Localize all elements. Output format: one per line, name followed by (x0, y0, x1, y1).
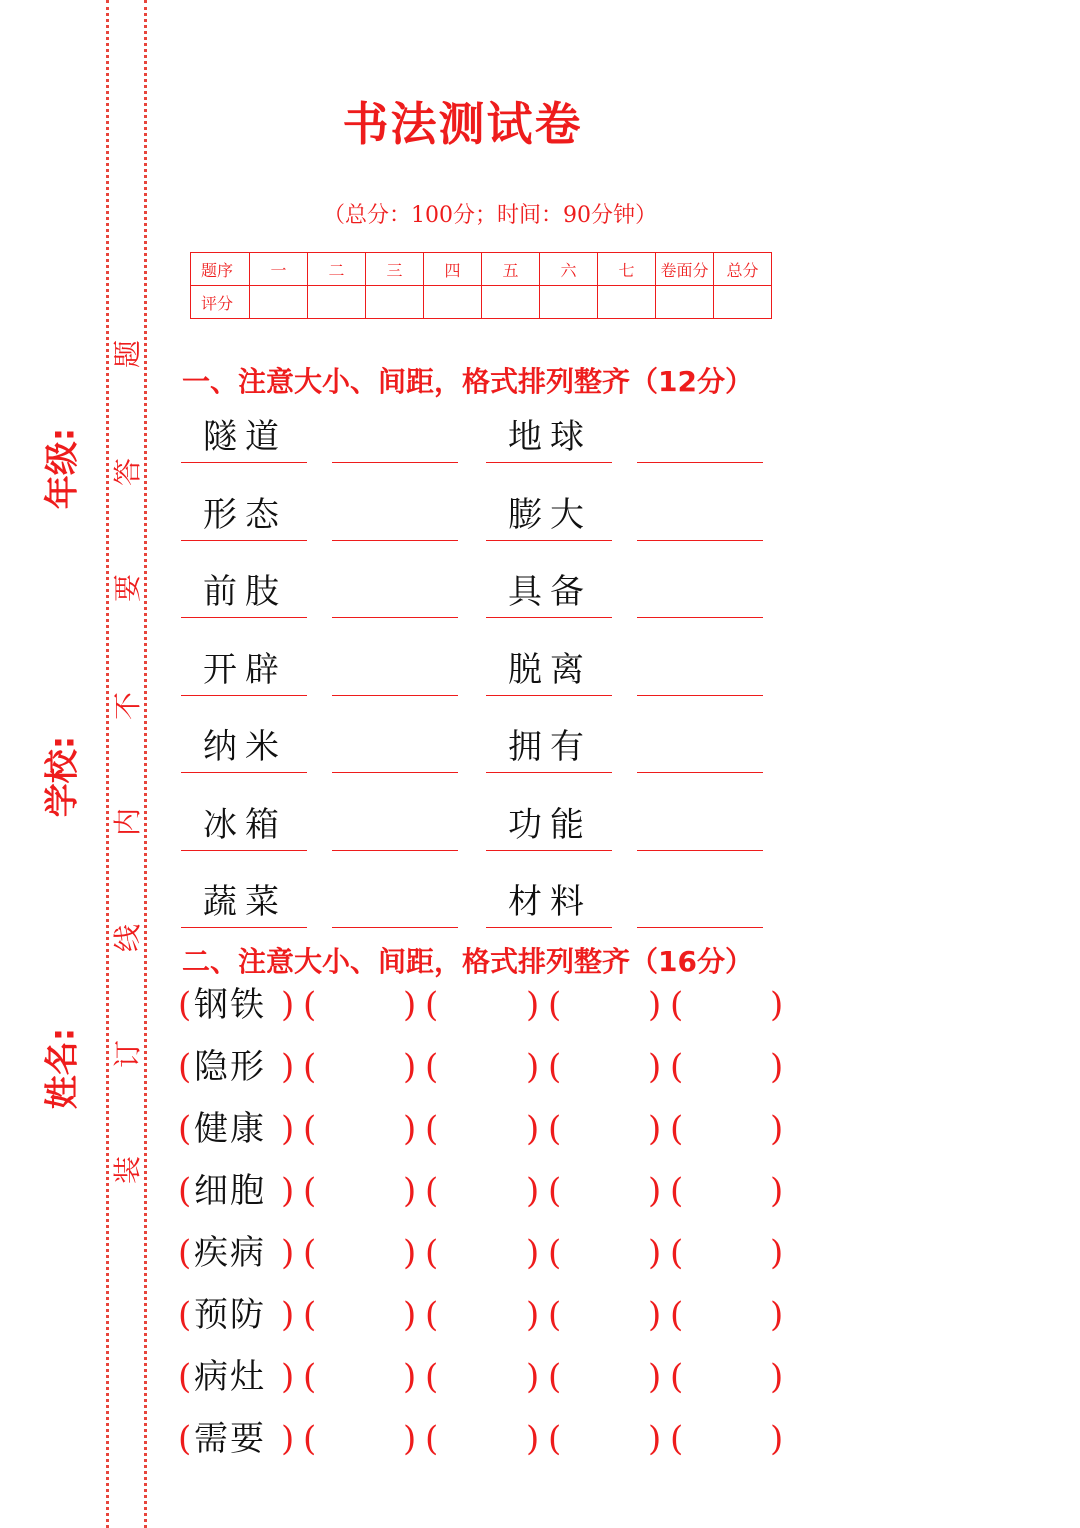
bracket-writing-space[interactable] (684, 1233, 770, 1273)
model-word: 隧道 (203, 417, 287, 457)
bracket-writing-space[interactable] (684, 1109, 770, 1149)
writing-blank[interactable] (637, 865, 763, 928)
bracket-writing-space[interactable] (684, 1047, 770, 1087)
left-bracket: ( (178, 1047, 192, 1087)
bracket-writing-space[interactable] (684, 985, 770, 1025)
model-word: 功能 (508, 804, 592, 845)
model-word: 拥有 (508, 727, 592, 767)
bracket-writing-space[interactable] (562, 1357, 648, 1397)
header-cell: 总分 (714, 253, 772, 286)
section1-heading: 一、注意大小、间距，格式排列整齐（12分） (182, 365, 753, 398)
left-bracket: ( (178, 1109, 192, 1149)
left-bracket: ( (303, 1419, 317, 1459)
bracket-writing-space[interactable] (562, 1047, 648, 1087)
bracket-writing-space[interactable] (439, 1419, 526, 1459)
grade-label: 年级: (42, 427, 83, 510)
right-bracket: ) (281, 985, 295, 1025)
left-bracket: ( (178, 985, 192, 1025)
left-bracket: ( (670, 1047, 684, 1087)
score-cell[interactable] (540, 286, 598, 319)
practice-row (178, 1295, 788, 1345)
right-bracket: ) (403, 1109, 417, 1149)
right-bracket: ) (526, 1295, 540, 1335)
left-bracket: ( (178, 1171, 192, 1211)
left-bracket: ( (425, 1047, 439, 1087)
model-word: 材料 (508, 882, 592, 922)
left-bracket: ( (548, 985, 562, 1025)
left-bracket: ( (303, 1109, 317, 1149)
right-bracket: ) (281, 1295, 295, 1335)
left-bracket: ( (670, 1419, 684, 1459)
binding-char: 题 (111, 339, 145, 369)
binding-char: 答 (111, 457, 145, 487)
bracket-writing-space[interactable] (317, 1109, 403, 1149)
right-bracket: ) (648, 1357, 662, 1397)
bracket-writing-space[interactable] (439, 1171, 526, 1211)
right-bracket: ) (281, 1357, 295, 1397)
left-bracket: ( (178, 1295, 192, 1335)
model-word-cell (181, 788, 307, 851)
score-cell[interactable] (424, 286, 482, 319)
right-bracket: ) (648, 1109, 662, 1149)
bracket-writing-space[interactable] (684, 1419, 770, 1459)
bracket-writing-space[interactable] (439, 1357, 526, 1397)
right-bracket: ) (403, 1171, 417, 1211)
left-bracket: ( (548, 1233, 562, 1273)
model-word-cell (181, 555, 307, 618)
practice-row (178, 1047, 788, 1097)
bracket-writing-space[interactable] (684, 1357, 770, 1397)
score-cell[interactable] (714, 286, 772, 319)
header-cell: 一 (250, 253, 308, 286)
writing-blank[interactable] (637, 710, 763, 773)
model-word-cell (181, 865, 307, 928)
bracket-writing-space[interactable] (317, 1047, 403, 1087)
model-word-cell (486, 478, 612, 541)
writing-blank[interactable] (637, 400, 763, 463)
writing-blank[interactable] (332, 633, 458, 696)
model-word-cell (486, 710, 612, 773)
bracket-writing-space[interactable] (317, 1233, 403, 1273)
header-cell: 六 (540, 253, 598, 286)
score-table-header-row (191, 253, 772, 286)
right-bracket: ) (770, 1171, 784, 1211)
model-word: 钢铁 (194, 985, 266, 1025)
model-word: 形态 (203, 494, 287, 535)
page-title: 书法测试卷 (342, 97, 583, 151)
model-word-cell (486, 788, 612, 851)
left-bracket: ( (303, 1357, 317, 1397)
model-word: 蔬菜 (203, 882, 287, 922)
right-bracket: ) (648, 1419, 662, 1459)
right-bracket: ) (281, 1233, 295, 1273)
bracket-writing-space[interactable] (562, 1233, 648, 1273)
model-word: 前肢 (203, 572, 287, 612)
right-bracket: ) (281, 1171, 295, 1211)
model-word: 具备 (508, 572, 592, 612)
practice-row (178, 1419, 788, 1469)
right-bracket: ) (770, 1419, 784, 1459)
left-bracket: ( (178, 1357, 192, 1397)
writing-blank[interactable] (637, 788, 763, 851)
practice-row (178, 1233, 788, 1283)
model-word-cell (181, 400, 307, 463)
right-bracket: ) (403, 1295, 417, 1335)
left-bracket: ( (425, 985, 439, 1025)
left-bracket: ( (425, 1109, 439, 1149)
model-word: 细胞 (194, 1171, 266, 1211)
header-cell: 七 (598, 253, 656, 286)
bracket-writing-space[interactable] (317, 1171, 403, 1211)
score-cell[interactable] (366, 286, 424, 319)
model-word: 健康 (194, 1109, 266, 1149)
model-word-cell (181, 633, 307, 696)
section2-heading: 二、注意大小、间距，格式排列整齐（16分） (182, 945, 753, 978)
model-word-cell (181, 478, 307, 541)
binding-char: 线 (111, 923, 145, 953)
binding-char: 要 (111, 573, 145, 603)
score-time-info: （总分：100分；时间：90分钟） (323, 203, 657, 228)
left-bracket: ( (670, 1109, 684, 1149)
right-bracket: ) (403, 1233, 417, 1273)
right-bracket: ) (403, 1047, 417, 1087)
bracket-writing-space[interactable] (439, 1233, 526, 1273)
bracket-writing-space[interactable] (317, 985, 403, 1025)
right-bracket: ) (526, 1047, 540, 1087)
left-bracket: ( (548, 1295, 562, 1335)
writing-blank[interactable] (637, 555, 763, 618)
header-cell: 二 (308, 253, 366, 286)
left-bracket: ( (670, 1295, 684, 1335)
model-word: 膨大 (508, 494, 592, 535)
bracket-writing-space[interactable] (562, 1109, 648, 1149)
score-table (190, 252, 772, 319)
left-bracket: ( (548, 1109, 562, 1149)
score-cell[interactable] (308, 286, 366, 319)
left-bracket: ( (303, 985, 317, 1025)
model-word-cell (486, 555, 612, 618)
header-cell: 题序 (191, 253, 250, 286)
right-bracket: ) (403, 1357, 417, 1397)
writing-blank[interactable] (332, 788, 458, 851)
bracket-writing-space[interactable] (684, 1295, 770, 1335)
left-bracket: ( (425, 1171, 439, 1211)
right-bracket: ) (648, 1233, 662, 1273)
bracket-writing-space[interactable] (317, 1419, 403, 1459)
model-word: 需要 (194, 1419, 266, 1459)
model-word: 开辟 (203, 649, 287, 690)
score-table-score-row (191, 286, 772, 319)
right-bracket: ) (770, 985, 784, 1025)
right-bracket: ) (526, 1357, 540, 1397)
practice-row (178, 1109, 788, 1159)
right-bracket: ) (403, 1419, 417, 1459)
practice-row (178, 1171, 788, 1221)
bracket-writing-space[interactable] (562, 985, 648, 1025)
score-cell[interactable] (598, 286, 656, 319)
binding-dotted-line-left (106, 0, 109, 1528)
right-bracket: ) (281, 1047, 295, 1087)
writing-blank[interactable] (332, 865, 458, 928)
left-bracket: ( (425, 1295, 439, 1335)
bracket-writing-space[interactable] (317, 1357, 403, 1397)
right-bracket: ) (770, 1295, 784, 1335)
bracket-writing-space[interactable] (439, 985, 526, 1025)
bracket-writing-space[interactable] (562, 1171, 648, 1211)
score-cell[interactable] (482, 286, 540, 319)
model-word: 地球 (508, 417, 592, 457)
right-bracket: ) (770, 1357, 784, 1397)
right-bracket: ) (770, 1233, 784, 1273)
left-bracket: ( (548, 1047, 562, 1087)
binding-char: 内 (111, 807, 145, 837)
model-word: 隐形 (194, 1047, 266, 1087)
writing-blank[interactable] (332, 555, 458, 618)
left-bracket: ( (303, 1171, 317, 1211)
practice-row (178, 1357, 788, 1407)
model-word: 疾病 (194, 1233, 266, 1273)
model-word: 脱离 (508, 649, 592, 690)
model-word-cell (486, 865, 612, 928)
right-bracket: ) (526, 1233, 540, 1273)
right-bracket: ) (403, 985, 417, 1025)
right-bracket: ) (526, 1419, 540, 1459)
right-bracket: ) (770, 1109, 784, 1149)
header-cell: 五 (482, 253, 540, 286)
writing-blank[interactable] (332, 400, 458, 463)
model-word: 纳米 (203, 727, 287, 767)
model-word-cell (486, 633, 612, 696)
name-label: 姓名: (42, 1027, 83, 1110)
school-label: 学校: (42, 735, 83, 818)
left-bracket: ( (670, 1171, 684, 1211)
left-bracket: ( (178, 1233, 192, 1273)
right-bracket: ) (770, 1047, 784, 1087)
left-bracket: ( (178, 1419, 192, 1459)
header-cell: 卷面分 (656, 253, 714, 286)
bracket-writing-space[interactable] (684, 1171, 770, 1211)
row-label-cell: 评分 (191, 286, 250, 319)
binding-dotted-line-right (144, 0, 147, 1528)
right-bracket: ) (281, 1419, 295, 1459)
left-bracket: ( (303, 1233, 317, 1273)
model-word: 冰箱 (203, 804, 287, 845)
model-word: 预防 (194, 1295, 266, 1335)
model-word-cell (486, 400, 612, 463)
writing-blank[interactable] (637, 478, 763, 541)
header-cell: 四 (424, 253, 482, 286)
left-bracket: ( (548, 1357, 562, 1397)
model-word-cell (181, 710, 307, 773)
left-bracket: ( (425, 1419, 439, 1459)
left-bracket: ( (670, 985, 684, 1025)
right-bracket: ) (648, 1047, 662, 1087)
model-word: 病灶 (194, 1357, 266, 1397)
bracket-writing-space[interactable] (439, 1295, 526, 1335)
left-bracket: ( (670, 1357, 684, 1397)
score-cell[interactable] (656, 286, 714, 319)
right-bracket: ) (526, 1171, 540, 1211)
left-bracket: ( (548, 1171, 562, 1211)
bracket-writing-space[interactable] (562, 1419, 648, 1459)
right-bracket: ) (526, 1109, 540, 1149)
left-bracket: ( (670, 1233, 684, 1273)
writing-blank[interactable] (332, 478, 458, 541)
binding-char: 不 (111, 691, 145, 721)
left-bracket: ( (425, 1357, 439, 1397)
bracket-writing-space[interactable] (439, 1047, 526, 1087)
right-bracket: ) (526, 985, 540, 1025)
bracket-writing-space[interactable] (562, 1295, 648, 1335)
right-bracket: ) (648, 1171, 662, 1211)
left-bracket: ( (425, 1233, 439, 1273)
practice-row (178, 985, 788, 1035)
right-bracket: ) (648, 985, 662, 1025)
header-cell: 三 (366, 253, 424, 286)
binding-char: 装 (111, 1155, 145, 1185)
right-bracket: ) (648, 1295, 662, 1335)
writing-blank[interactable] (637, 633, 763, 696)
score-cell[interactable] (250, 286, 308, 319)
left-bracket: ( (303, 1295, 317, 1335)
bracket-writing-space[interactable] (439, 1109, 526, 1149)
right-bracket: ) (281, 1109, 295, 1149)
bracket-writing-space[interactable] (317, 1295, 403, 1335)
writing-blank[interactable] (332, 710, 458, 773)
left-bracket: ( (303, 1047, 317, 1087)
binding-char: 订 (111, 1039, 145, 1069)
left-bracket: ( (548, 1419, 562, 1459)
